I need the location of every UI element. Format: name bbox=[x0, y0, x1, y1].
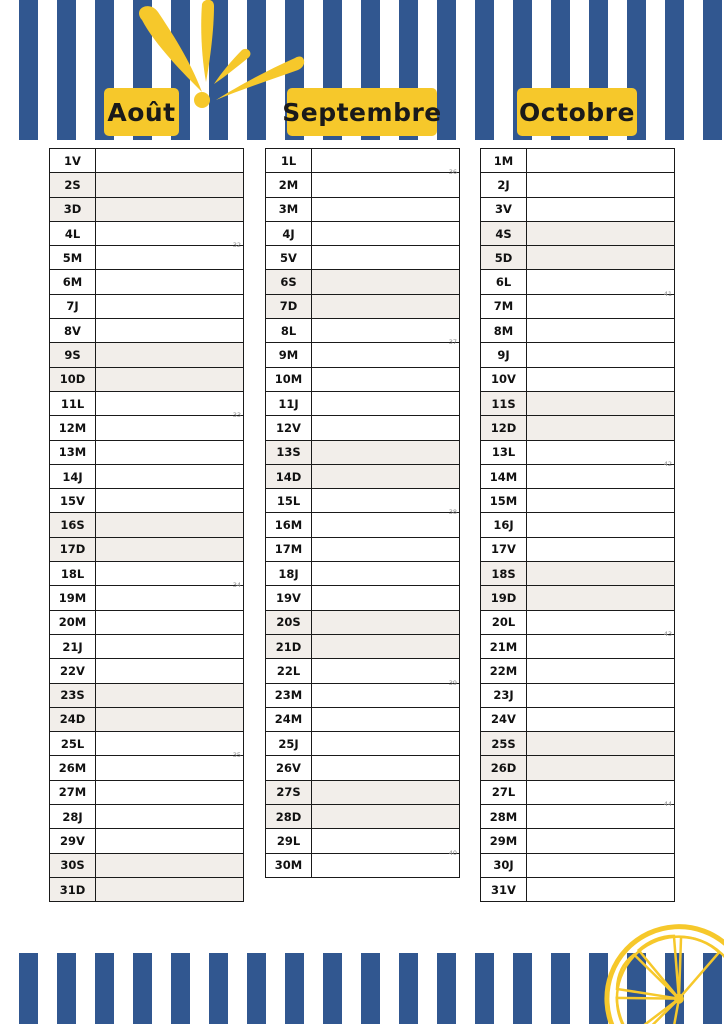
day-note-cell[interactable] bbox=[527, 197, 675, 221]
day-row bbox=[50, 294, 244, 318]
day-row bbox=[481, 683, 675, 707]
day-label: 1M bbox=[481, 149, 527, 173]
day-row bbox=[50, 173, 244, 197]
day-note-cell[interactable] bbox=[96, 513, 244, 537]
day-row bbox=[50, 610, 244, 634]
day-label: 5V bbox=[266, 246, 312, 270]
day-note-cell[interactable] bbox=[312, 634, 460, 658]
day-label: 3M bbox=[266, 197, 312, 221]
day-row bbox=[266, 586, 460, 610]
day-row bbox=[50, 586, 244, 610]
day-row bbox=[266, 562, 460, 586]
day-label: 3D bbox=[50, 197, 96, 221]
day-label: 26V bbox=[266, 756, 312, 780]
day-label: 14M bbox=[481, 464, 527, 488]
day-row bbox=[481, 367, 675, 391]
day-note-cell[interactable] bbox=[96, 659, 244, 683]
day-note-cell[interactable] bbox=[527, 221, 675, 245]
day-note-cell[interactable] bbox=[527, 489, 675, 513]
day-label: 24V bbox=[481, 707, 527, 731]
day-row bbox=[266, 294, 460, 318]
day-row bbox=[481, 246, 675, 270]
day-note-cell[interactable] bbox=[312, 489, 460, 517]
day-note-cell[interactable] bbox=[96, 149, 244, 173]
day-label: 20S bbox=[266, 610, 312, 634]
day-row bbox=[50, 805, 244, 829]
day-row bbox=[266, 319, 460, 343]
day-row bbox=[50, 464, 244, 488]
day-label: 11S bbox=[481, 391, 527, 415]
week-number: 39 bbox=[448, 678, 457, 687]
day-row bbox=[50, 513, 244, 537]
day-note-cell[interactable] bbox=[96, 173, 244, 197]
month-label-aout: Août bbox=[104, 88, 179, 136]
day-label: 29V bbox=[50, 829, 96, 853]
day-label: 4L bbox=[50, 221, 96, 245]
day-label: 17D bbox=[50, 537, 96, 561]
day-note-cell[interactable] bbox=[527, 732, 675, 756]
day-note-cell[interactable] bbox=[312, 319, 460, 347]
month-table-octobre bbox=[480, 148, 675, 902]
day-row bbox=[481, 610, 675, 634]
day-note-cell[interactable] bbox=[96, 270, 244, 294]
day-row bbox=[50, 683, 244, 707]
day-label: 22V bbox=[50, 659, 96, 683]
day-note-cell[interactable] bbox=[312, 683, 460, 707]
day-note-cell[interactable] bbox=[312, 367, 460, 391]
day-label: 28J bbox=[50, 805, 96, 829]
day-note-cell[interactable] bbox=[312, 149, 460, 177]
day-label: 30M bbox=[266, 853, 312, 877]
day-label: 27L bbox=[481, 780, 527, 804]
day-label: 4S bbox=[481, 221, 527, 245]
day-label: 1V bbox=[50, 149, 96, 173]
day-row bbox=[50, 149, 244, 173]
day-note-cell[interactable] bbox=[96, 562, 244, 590]
day-label: 12D bbox=[481, 416, 527, 440]
day-label: 8M bbox=[481, 319, 527, 343]
day-label: 12V bbox=[266, 416, 312, 440]
day-row bbox=[266, 173, 460, 197]
day-label: 16M bbox=[266, 513, 312, 537]
day-label: 6S bbox=[266, 270, 312, 294]
day-note-cell[interactable] bbox=[312, 197, 460, 221]
day-row bbox=[481, 877, 675, 901]
day-row bbox=[481, 829, 675, 853]
day-row bbox=[50, 367, 244, 391]
day-label: 2J bbox=[481, 173, 527, 197]
day-label: 31V bbox=[481, 877, 527, 901]
day-note-cell[interactable] bbox=[96, 294, 244, 318]
day-note-cell[interactable] bbox=[312, 221, 460, 245]
day-note-cell[interactable] bbox=[96, 732, 244, 760]
day-row bbox=[481, 440, 675, 464]
day-row bbox=[266, 149, 460, 173]
day-note-cell[interactable] bbox=[312, 805, 460, 829]
day-note-cell[interactable] bbox=[527, 416, 675, 440]
day-label: 16S bbox=[50, 513, 96, 537]
day-label: 30J bbox=[481, 853, 527, 877]
day-note-cell[interactable] bbox=[527, 391, 675, 415]
month-label-septembre: Septembre bbox=[287, 88, 437, 136]
day-label: 17M bbox=[266, 537, 312, 561]
day-row bbox=[50, 756, 244, 780]
day-label: 5D bbox=[481, 246, 527, 270]
day-note-cell[interactable] bbox=[312, 707, 460, 731]
day-note-cell[interactable] bbox=[96, 221, 244, 250]
day-note-cell[interactable] bbox=[312, 610, 460, 634]
day-row bbox=[50, 489, 244, 513]
day-note-cell[interactable] bbox=[96, 391, 244, 420]
day-label: 7D bbox=[266, 294, 312, 318]
day-row bbox=[481, 732, 675, 756]
day-note-cell[interactable] bbox=[312, 343, 460, 367]
day-row bbox=[266, 610, 460, 634]
week-number: 40 bbox=[448, 848, 457, 857]
day-note-cell[interactable] bbox=[527, 877, 675, 901]
week-number: 42 bbox=[663, 459, 672, 468]
week-number: 44 bbox=[663, 800, 672, 809]
day-note-cell[interactable] bbox=[312, 732, 460, 756]
day-note-cell[interactable] bbox=[312, 756, 460, 780]
day-label: 9M bbox=[266, 343, 312, 367]
day-note-cell[interactable] bbox=[312, 416, 460, 440]
day-note-cell[interactable] bbox=[312, 562, 460, 586]
day-row bbox=[50, 829, 244, 853]
day-label: 6L bbox=[481, 270, 527, 294]
day-row bbox=[266, 853, 460, 877]
week-number: 32 bbox=[232, 241, 241, 250]
day-note-cell[interactable] bbox=[312, 391, 460, 415]
day-label: 18J bbox=[266, 562, 312, 586]
day-note-cell[interactable] bbox=[312, 464, 460, 488]
day-label: 11J bbox=[266, 391, 312, 415]
day-label: 27S bbox=[266, 780, 312, 804]
day-note-cell[interactable] bbox=[527, 246, 675, 270]
day-row bbox=[266, 367, 460, 391]
week-number: 41 bbox=[663, 289, 672, 298]
day-row bbox=[481, 391, 675, 415]
day-label: 29L bbox=[266, 829, 312, 853]
day-note-cell[interactable] bbox=[527, 173, 675, 197]
day-row bbox=[50, 197, 244, 221]
day-row bbox=[266, 221, 460, 245]
day-label: 18L bbox=[50, 562, 96, 586]
day-note-cell[interactable] bbox=[527, 780, 675, 809]
day-label: 13S bbox=[266, 440, 312, 464]
day-label: 10V bbox=[481, 367, 527, 391]
day-label: 26D bbox=[481, 756, 527, 780]
day-note-cell[interactable] bbox=[527, 659, 675, 683]
day-row bbox=[50, 732, 244, 756]
day-note-cell[interactable] bbox=[96, 805, 244, 829]
day-label: 20L bbox=[481, 610, 527, 634]
day-label: 19D bbox=[481, 586, 527, 610]
day-note-cell[interactable] bbox=[96, 683, 244, 707]
day-row bbox=[266, 659, 460, 683]
day-label: 10M bbox=[266, 367, 312, 391]
day-row bbox=[266, 707, 460, 731]
week-number: 34 bbox=[232, 581, 241, 590]
day-row bbox=[481, 659, 675, 683]
day-row bbox=[266, 270, 460, 294]
day-note-cell[interactable] bbox=[96, 246, 244, 270]
day-label: 29M bbox=[481, 829, 527, 853]
day-note-cell[interactable] bbox=[527, 319, 675, 343]
day-label: 23M bbox=[266, 683, 312, 707]
day-label: 11L bbox=[50, 391, 96, 415]
day-label: 21J bbox=[50, 634, 96, 658]
day-note-cell[interactable] bbox=[96, 197, 244, 221]
day-label: 7J bbox=[50, 294, 96, 318]
day-label: 23S bbox=[50, 683, 96, 707]
day-label: 20M bbox=[50, 610, 96, 634]
day-label: 12M bbox=[50, 416, 96, 440]
day-label: 19V bbox=[266, 586, 312, 610]
day-label: 2S bbox=[50, 173, 96, 197]
day-row bbox=[266, 489, 460, 513]
day-label: 28M bbox=[481, 805, 527, 829]
week-number: 35 bbox=[232, 751, 241, 760]
day-row bbox=[266, 440, 460, 464]
day-label: 10D bbox=[50, 367, 96, 391]
day-label: 25J bbox=[266, 732, 312, 756]
day-note-cell[interactable] bbox=[96, 440, 244, 464]
day-row bbox=[266, 464, 460, 488]
day-note-cell[interactable] bbox=[527, 367, 675, 391]
day-label: 23J bbox=[481, 683, 527, 707]
day-note-cell[interactable] bbox=[527, 537, 675, 561]
day-note-cell[interactable] bbox=[96, 586, 244, 610]
day-row bbox=[481, 197, 675, 221]
day-row bbox=[481, 707, 675, 731]
day-note-cell[interactable] bbox=[312, 853, 460, 877]
day-label: 2M bbox=[266, 173, 312, 197]
day-label: 15L bbox=[266, 489, 312, 513]
day-row bbox=[481, 464, 675, 488]
day-row bbox=[481, 173, 675, 197]
day-row bbox=[481, 319, 675, 343]
day-label: 25S bbox=[481, 732, 527, 756]
week-number: 37 bbox=[448, 338, 457, 347]
day-label: 17V bbox=[481, 537, 527, 561]
day-note-cell[interactable] bbox=[527, 805, 675, 829]
day-note-cell[interactable] bbox=[312, 586, 460, 610]
day-row bbox=[50, 634, 244, 658]
day-row bbox=[266, 343, 460, 367]
day-row bbox=[266, 829, 460, 853]
day-row bbox=[481, 221, 675, 245]
day-label: 15V bbox=[50, 489, 96, 513]
day-label: 9S bbox=[50, 343, 96, 367]
day-note-cell[interactable] bbox=[96, 537, 244, 561]
day-row bbox=[50, 562, 244, 586]
day-note-cell[interactable] bbox=[312, 513, 460, 537]
day-row bbox=[266, 537, 460, 561]
day-note-cell[interactable] bbox=[96, 489, 244, 513]
day-row bbox=[266, 513, 460, 537]
day-row bbox=[481, 537, 675, 561]
day-label: 4J bbox=[266, 221, 312, 245]
day-label: 13M bbox=[50, 440, 96, 464]
day-note-cell[interactable] bbox=[527, 683, 675, 707]
day-label: 18S bbox=[481, 562, 527, 586]
day-label: 21M bbox=[481, 634, 527, 658]
day-label: 31D bbox=[50, 877, 96, 901]
day-note-cell[interactable] bbox=[312, 440, 460, 464]
day-label: 3V bbox=[481, 197, 527, 221]
day-row bbox=[50, 343, 244, 367]
day-row bbox=[50, 877, 244, 901]
day-note-cell[interactable] bbox=[312, 294, 460, 318]
day-note-cell[interactable] bbox=[96, 367, 244, 391]
day-row bbox=[266, 197, 460, 221]
day-row bbox=[481, 586, 675, 610]
day-label: 30S bbox=[50, 853, 96, 877]
day-note-cell[interactable] bbox=[527, 464, 675, 488]
day-row bbox=[481, 634, 675, 658]
day-note-cell[interactable] bbox=[96, 756, 244, 780]
lemon-slice-icon bbox=[585, 905, 724, 1024]
day-label: 8L bbox=[266, 319, 312, 343]
day-label: 25L bbox=[50, 732, 96, 756]
day-note-cell[interactable] bbox=[527, 343, 675, 367]
day-label: 1L bbox=[266, 149, 312, 173]
day-row bbox=[266, 246, 460, 270]
day-row bbox=[481, 416, 675, 440]
day-note-cell[interactable] bbox=[527, 440, 675, 468]
day-note-cell[interactable] bbox=[527, 562, 675, 586]
day-label: 22M bbox=[481, 659, 527, 683]
day-row bbox=[266, 805, 460, 829]
month-label-octobre: Octobre bbox=[517, 88, 637, 136]
day-label: 13L bbox=[481, 440, 527, 464]
day-row bbox=[50, 780, 244, 804]
day-row bbox=[50, 440, 244, 464]
day-label: 14J bbox=[50, 464, 96, 488]
day-row bbox=[266, 683, 460, 707]
day-row bbox=[266, 756, 460, 780]
day-note-cell[interactable] bbox=[312, 537, 460, 561]
day-row bbox=[50, 537, 244, 561]
day-note-cell[interactable] bbox=[96, 829, 244, 853]
day-note-cell[interactable] bbox=[527, 707, 675, 731]
day-row bbox=[266, 780, 460, 804]
day-label: 15M bbox=[481, 489, 527, 513]
day-row bbox=[50, 221, 244, 245]
day-note-cell[interactable] bbox=[96, 319, 244, 343]
day-row bbox=[50, 270, 244, 294]
day-row bbox=[50, 391, 244, 415]
day-label: 24D bbox=[50, 707, 96, 731]
day-note-cell[interactable] bbox=[527, 853, 675, 877]
day-note-cell[interactable] bbox=[96, 416, 244, 440]
week-number: 43 bbox=[663, 629, 672, 638]
day-label: 6M bbox=[50, 270, 96, 294]
day-label: 21D bbox=[266, 634, 312, 658]
day-note-cell[interactable] bbox=[312, 173, 460, 197]
day-row bbox=[481, 343, 675, 367]
day-note-cell[interactable] bbox=[527, 270, 675, 298]
day-note-cell[interactable] bbox=[527, 513, 675, 537]
day-note-cell[interactable] bbox=[527, 294, 675, 318]
day-note-cell[interactable] bbox=[96, 853, 244, 877]
day-note-cell[interactable] bbox=[312, 270, 460, 294]
day-label: 26M bbox=[50, 756, 96, 780]
day-note-cell[interactable] bbox=[527, 634, 675, 658]
day-row bbox=[266, 391, 460, 415]
day-note-cell[interactable] bbox=[96, 464, 244, 488]
day-label: 19M bbox=[50, 586, 96, 610]
day-row bbox=[481, 562, 675, 586]
day-row bbox=[481, 489, 675, 513]
day-row bbox=[481, 780, 675, 804]
day-row bbox=[481, 805, 675, 829]
day-label: 8V bbox=[50, 319, 96, 343]
day-note-cell[interactable] bbox=[312, 246, 460, 270]
day-label: 9J bbox=[481, 343, 527, 367]
day-row bbox=[50, 853, 244, 877]
day-label: 27M bbox=[50, 780, 96, 804]
week-number: 33 bbox=[232, 411, 241, 420]
day-note-cell[interactable] bbox=[96, 634, 244, 658]
day-note-cell[interactable] bbox=[96, 780, 244, 804]
day-note-cell[interactable] bbox=[312, 659, 460, 687]
day-label: 16J bbox=[481, 513, 527, 537]
week-number: 38 bbox=[448, 508, 457, 517]
day-row bbox=[266, 634, 460, 658]
day-note-cell[interactable] bbox=[527, 756, 675, 780]
day-note-cell[interactable] bbox=[312, 780, 460, 804]
day-note-cell[interactable] bbox=[96, 707, 244, 731]
day-label: 22L bbox=[266, 659, 312, 683]
day-row bbox=[481, 853, 675, 877]
day-note-cell[interactable] bbox=[312, 829, 460, 857]
day-row bbox=[481, 149, 675, 173]
day-row bbox=[481, 513, 675, 537]
day-note-cell[interactable] bbox=[527, 586, 675, 610]
month-table-aout bbox=[49, 148, 244, 902]
day-label: 7M bbox=[481, 294, 527, 318]
day-row bbox=[50, 319, 244, 343]
day-row bbox=[266, 732, 460, 756]
day-note-cell[interactable] bbox=[527, 610, 675, 638]
day-label: 14D bbox=[266, 464, 312, 488]
day-row bbox=[50, 659, 244, 683]
month-table-septembre bbox=[265, 148, 460, 878]
day-row bbox=[50, 246, 244, 270]
day-label: 5M bbox=[50, 246, 96, 270]
day-row bbox=[50, 416, 244, 440]
day-row bbox=[481, 756, 675, 780]
day-note-cell[interactable] bbox=[96, 610, 244, 634]
day-row bbox=[481, 294, 675, 318]
day-row bbox=[481, 270, 675, 294]
day-row bbox=[266, 416, 460, 440]
day-note-cell[interactable] bbox=[527, 829, 675, 853]
day-label: 24M bbox=[266, 707, 312, 731]
day-note-cell[interactable] bbox=[527, 149, 675, 173]
week-number: 36 bbox=[448, 168, 457, 177]
day-note-cell[interactable] bbox=[96, 343, 244, 367]
day-note-cell[interactable] bbox=[96, 877, 244, 901]
day-label: 28D bbox=[266, 805, 312, 829]
day-row bbox=[50, 707, 244, 731]
